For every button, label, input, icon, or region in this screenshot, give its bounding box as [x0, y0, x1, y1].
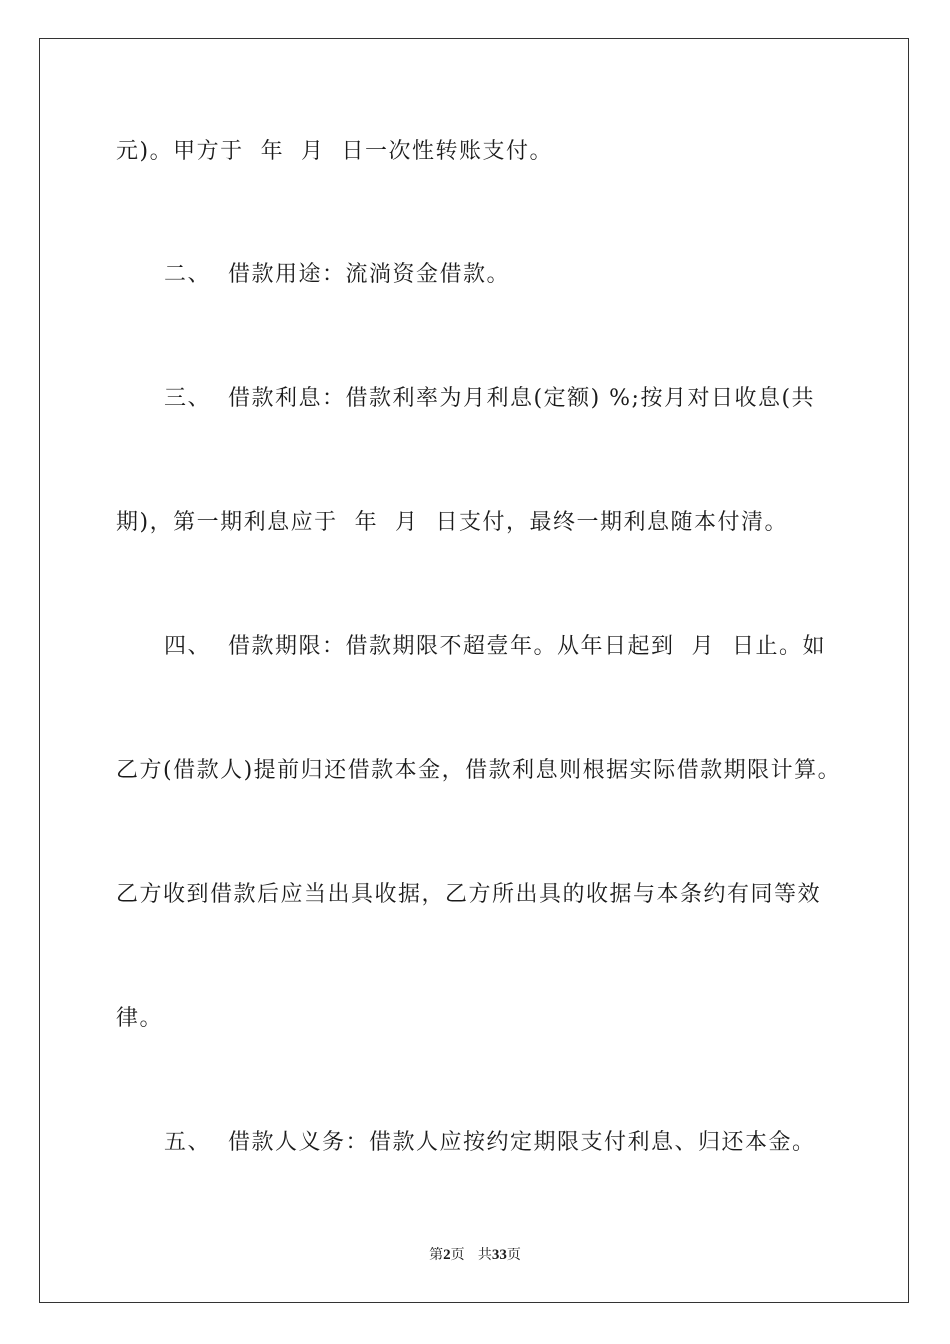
footer-page-current: 2 [443, 1247, 451, 1263]
footer-page-unit: 页 [450, 1247, 465, 1263]
clause-4-continuation-3: 律。 [116, 1006, 164, 1031]
clause-4-continuation-2: 乙方收到借款后应当出具收据，乙方所出具的收据与本条约有同等效 [116, 882, 822, 907]
clause-3-line: 三、 借款利息：借款利率为月利息(定额) %;按月对日收息(共 [164, 386, 816, 411]
page-footer [0, 1245, 950, 1265]
footer-total-prefix: 共 [477, 1247, 492, 1263]
clause-3-continuation: 期)，第一期利息应于 年 月 日支付，最终一期利息随本付清。 [116, 510, 789, 535]
paragraph-line-1: 元)。甲方于 年 月 日一次性转账支付。 [116, 139, 554, 164]
clause-5-line: 五、 借款人义务：借款人应按约定期限支付利息、归还本金。 [164, 1130, 816, 1155]
footer-page-total: 33 [491, 1247, 507, 1263]
footer-total-unit: 页 [506, 1247, 521, 1263]
page-border [39, 38, 909, 1303]
clause-2-line: 二、 借款用途：流淌资金借款。 [164, 262, 510, 287]
footer-page-prefix: 第 [429, 1247, 444, 1263]
clause-4-continuation-1: 乙方(借款人)提前归还借款本金，借款利息则根据实际借款期限计算。 [116, 758, 842, 783]
clause-4-line: 四、 借款期限：借款期限不超壹年。从年日起到 月 日止。如 [164, 634, 826, 659]
